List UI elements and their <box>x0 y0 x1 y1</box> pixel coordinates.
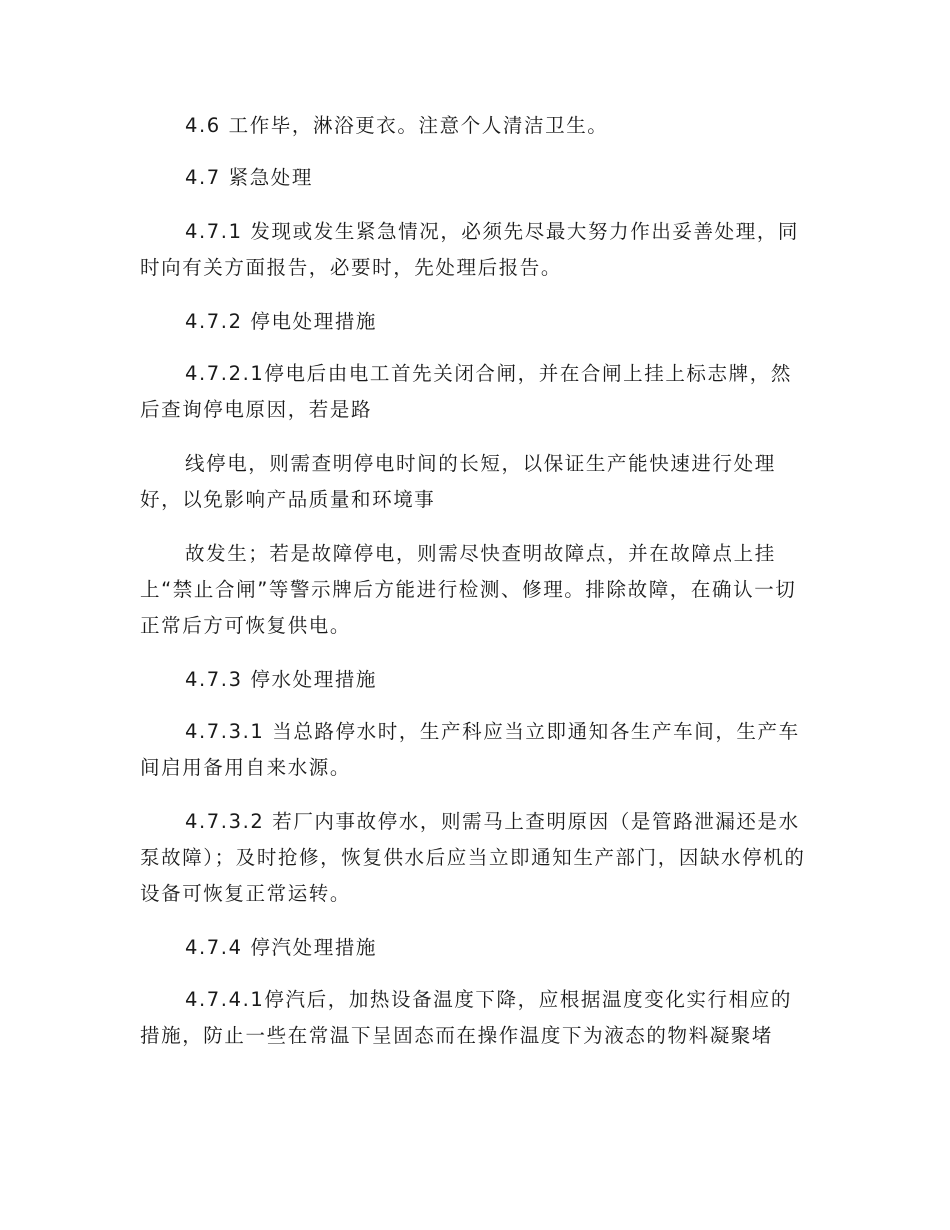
heading-4-7-4: 4.7.4 停汽处理措施 <box>185 936 378 959</box>
paragraph-4-7-2-1-cont-2: 故发生；若是故障停电，则需尽快查明故障点，并在故障点上挂上“禁止合闸”等警示牌后方能进行检测、修理。排除故障，在确认一切正常后方可恢复供电。 <box>140 542 797 637</box>
paragraph-4-7-2-1-cont-1: 线停电，则需查明停电时间的长短，以保证生产能快速进行处理好，以免影响产品质量和环境事 <box>140 452 776 511</box>
paragraph-4-6: 4.6 工作毕，淋浴更衣。注意个人清洁卫生。 <box>185 114 609 137</box>
heading-4-7-2: 4.7.2 停电处理措施 <box>185 310 378 333</box>
paragraph-4-7-1: 4.7.1 发现或发生紧急情况，必须先尽最大努力作出妥善处理，同时向有关方面报告，必要时，先处理后报告。 <box>140 220 800 279</box>
paragraph-4-7-4-1: 4.7.4.1停汽后，加热设备温度下降，应根据温度变化实行相应的措施，防止一些在常温下呈固态而在操作温度下为液态的物料凝聚堵 <box>140 988 792 1047</box>
heading-4-7: 4.7 紧急处理 <box>185 166 314 189</box>
paragraph-4-7-2-1: 4.7.2.1停电后由电工首先关闭合闸，并在合闸上挂上标志牌，然后查询停电原因，若是路 <box>140 362 792 421</box>
paragraph-4-7-3-2: 4.7.3.2 若厂内事故停水，则需马上查明原因（是管路泄漏还是水泵故障）；及时抢修，恢复供水后应当立即通知生产部门，因缺水停机的设备可恢复正常运转。 <box>140 810 806 905</box>
paragraph-4-7-3-1: 4.7.3.1 当总路停水时，生产科应当立即通知各生产车间，生产车间启用备用自来水源。 <box>140 720 800 779</box>
heading-4-7-3: 4.7.3 停水处理措施 <box>185 668 378 691</box>
